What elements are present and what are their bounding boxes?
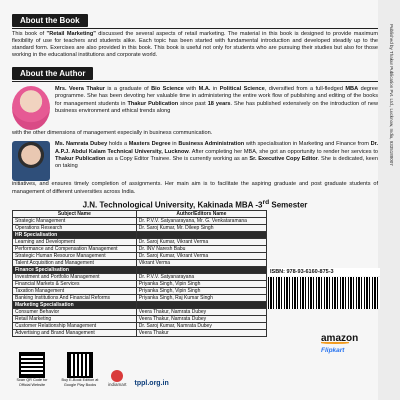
subject-cell: Marketing Specialisation [13,302,137,309]
author-cell: Dr. Saroj Kumar, Vikrant Verma [136,239,266,246]
indiamart-logo-icon [111,370,123,382]
flipkart-logo[interactable]: Flipkart [321,347,345,354]
qr-ebook-group [60,352,100,387]
retailer-logos [321,333,377,354]
table-row [13,309,267,316]
subject-cell: Retail Marketing [13,316,137,323]
table-header-row [13,211,267,218]
author-cell: Dr. Saroj Kumar, Namrata Dubey [136,323,266,330]
author-cell: Vikrant Verma [136,260,266,267]
amazon-logo[interactable]: amazon [321,333,359,344]
table-row [13,281,267,288]
table-row [13,260,267,267]
qr-ebook-caption: Buy E-Book Edition at Google Play Books [61,378,99,387]
author1-bio: Mrs. Veera Thakur is a graduate of Bio Science with M.A. in Political Science, diversified from a full-fledged MBA degree programme. She has been devoting her valuable time in administering the entire work flow of publishing and editing of the books for management students in Thakur Publication since past 18 years. She has published extensively on the introduction of new business environment and ethical trends along [55,86,379,114]
about-book-text: This book of "Retail Marketing" discussed the several aspects of retail marketing. The material in this book is designed to provide maximum flexibility of use for teachers and students alike. Each topic has been started with fundamental introduction and developed steadily up to the standard form. Exercises are also provided in this book. This book is useful not only for students who are pursuing their studies but also for those working in the educational institutions and corporate world. [12,31,379,59]
subject-cell: Performance and Compensation Management [13,246,137,253]
author-cell [136,232,266,239]
subject-cell: Strategic Human Resource Management [13,253,137,260]
column-header-subject: Subject Name [13,211,137,218]
author-cell: Veera Thakur [136,330,266,337]
table-row [13,246,267,253]
subject-cell: Finance Specialisation [13,267,137,274]
author-cell: Veera Thakur, Namrata Dubey [136,309,266,316]
subject-cell: Customer Relationship Management [13,323,137,330]
column-header-author: Author/Editors Name [136,211,266,218]
indiamart-label: indiamart [108,382,127,387]
about-book-section [12,10,378,59]
subject-cell: Financial Markets & Services [13,281,137,288]
author-cell [136,267,266,274]
about-author-header: About the Author [12,67,93,80]
author-cell: Priyanka Singh, Vipin Singh [136,281,266,288]
table-category-row [13,267,267,274]
qr-code-icon[interactable] [67,352,93,378]
syllabus-table-title: J.N. Technological University, Kakinada MBA -3rd Semester [82,198,308,210]
about-book-header: About the Book [12,14,88,27]
sidebar-strip [378,0,400,400]
table-row [13,323,267,330]
table-row [13,288,267,295]
publisher-note: Published by Thakur Publication Pvt. Ltd., Lucknow, India, 9335188007 [389,24,394,166]
subject-cell: Strategic Management [13,218,137,225]
author-cell: Dr. P.V.V. Satyanarayana [136,274,266,281]
table-row [13,274,267,281]
author-cell: Veera Thakur, Namrata Dubey [136,316,266,323]
header-divider [12,81,378,82]
author1-photo [12,86,50,130]
author2-photo [12,141,50,181]
subject-cell: HR Specialisation [13,232,137,239]
subject-cell: Operations Research [13,225,137,232]
author-cell [136,302,266,309]
subject-cell: Advertising and Brand Management [13,330,137,337]
subject-cell: Investment and Portfolio Management [13,274,137,281]
subject-cell: Learning and Development [13,239,137,246]
qr-website-group [12,352,52,387]
subject-cell: Talent Acquisition and Management [13,260,137,267]
isbn-block [268,268,380,309]
author2-bio-tail: initiatives, and ensures timely completion of assignments. Her main aim is to facilitate the aspiring graduate and post graduate students of management of different universities across India. [12,181,378,195]
author2-bio: Ms. Namrata Dubey holds a Masters Degree in Business Administration with specialisation in Marketing and Finance from Dr. A.P.J. Abdul Kalam Technical University, Lucknow. After completing her MBA, she got an opportunity to render her services to Thakur Publication as a Copy Editor Trainee. She is currently working as an Sr. Executive Copy Editor. She is dedicated, keen on taking [55,141,379,169]
table-row [13,253,267,260]
qr-website-caption: Scan QR Code for Official Website [16,378,48,387]
table-row [13,330,267,337]
subject-cell: Consumer Behavior [13,309,137,316]
table-row [13,239,267,246]
table-category-row [13,302,267,309]
header-divider [12,28,378,29]
isbn-number: ISBN: 978-93-6160-875-3 [268,268,380,276]
author1-bio-tail: with the other dimensions of management especially in business communication. [12,130,213,137]
table-row [13,218,267,225]
table-category-row [13,232,267,239]
author2-block [12,141,378,181]
author-cell: Priyanka Singh, Vipin Singh [136,288,266,295]
table-row [13,225,267,232]
subject-cell: Banking Institutions And Financial Reforms [13,295,137,302]
author-cell: Dr. Saroj Kumar, Mr. Dileep Singh [136,225,266,232]
author-cell: Dr. P.V.V. Satyanarayana, Mr. G. Venkataramana [136,218,266,225]
table-row [13,316,267,323]
tppl-website-link[interactable]: tppl.org.in [134,380,169,387]
syllabus-table [12,210,267,337]
barcode-image [268,277,380,309]
table-row [13,295,267,302]
author1-block [12,86,378,130]
qr-code-icon[interactable] [19,352,45,378]
table-body [13,218,267,337]
about-author-section [12,63,378,195]
author-cell: Dr. INV Naresh Babu [136,246,266,253]
author-cell: Dr. Saroj Kumar, Vikrant Verma [136,253,266,260]
indiamart-group [108,370,127,387]
subject-cell: Taxation Management [13,288,137,295]
author-cell: Priyanka Singh, Raj Kumar Singh [136,295,266,302]
bottom-row [12,352,312,387]
